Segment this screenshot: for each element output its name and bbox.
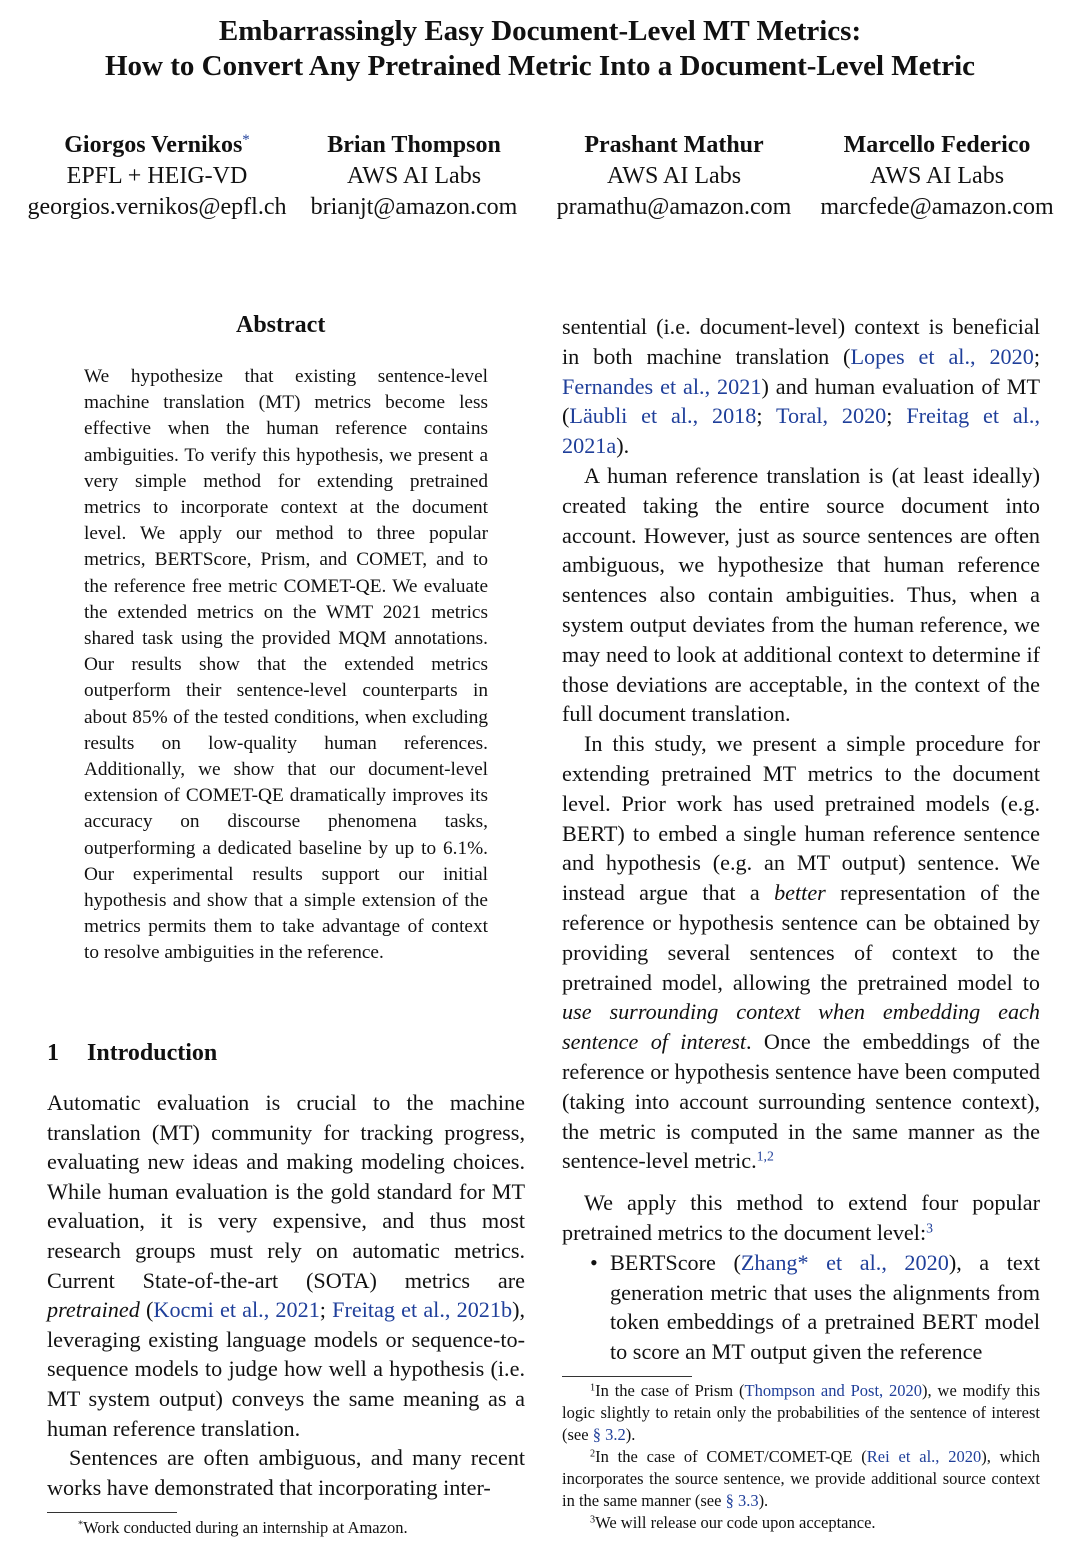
bullet-icon: • [590,1249,598,1275]
emphasis-text: better [774,880,826,906]
author-email: georgios.vernikos@epfl.ch [27,194,287,220]
author-2 [302,130,526,223]
footnote-marker: 2 [590,1448,596,1460]
text-run: . Once the embeddings of the reference or hypothesis sentence have been computed (taking into account surrounding sentence context), the metric is computed in the same manner as the sentence-level metric. [562,1029,1040,1174]
emphasis-text: pretrained [47,1297,140,1323]
author-name: Prashant Mathur [584,132,764,158]
right-paragraph-4 [562,1188,1040,1248]
author-affiliation: EPFL + HEIG-VD [66,163,248,189]
author-name: Marcello Federico [843,132,1031,158]
intro-paragraph-1 [47,1088,525,1443]
text-run: ; [319,1297,333,1323]
text-run: ). [616,433,630,459]
section-heading-introduction [47,1040,217,1067]
intro-right-column [562,312,1040,1367]
author-3 [546,130,802,223]
text-run: ; [886,403,907,429]
footnote-divider [562,1376,692,1377]
citation-link[interactable]: Freitag et al., 2021b [332,1297,513,1323]
text-run: ; [1033,343,1040,369]
text-run: ), a text generation metric that uses the alignments from token embeddings of a pretrained BERT model to score an MT output given the reference [610,1249,1040,1365]
citation-link[interactable]: Freitag et al., 2021a [562,403,1040,459]
footnote-marker: 3 [590,1514,596,1526]
section-title: Introduction [87,1040,218,1066]
footnote-1 [562,1380,1040,1446]
footnotes-right [562,1380,1040,1534]
author-affiliation: AWS AI Labs [869,163,1005,189]
text-run: ). [758,1491,769,1510]
author-4 [806,130,1068,223]
footnote-marker[interactable]: * [242,131,250,148]
citation-link[interactable]: Zhang* et al., 2020 [740,1249,949,1275]
author-affiliation: AWS AI Labs [346,163,482,189]
text-run: Automatic evaluation is crucial to the machine translation (MT) community for tracking progress, evaluating new ideas and making modeling choices. While human evaluation is the gold standard for MT evaluation, it is very expensive, and thus most research groups must rely on automatic metrics. Current State-of-the-art (SOTA) metrics are [47,1090,525,1293]
text-run: BERTScore ( [610,1249,741,1275]
footnote-2 [562,1446,1040,1512]
intro-paragraph-2: Sentences are often ambiguous, and many recent works have demonstrated that incorporating inter- [47,1445,525,1500]
footnote-marker: 1 [590,1382,596,1394]
abstract-text: We hypothesize that existing sentence-level machine translation (MT) metrics become less effective when the human reference contains ambiguities. To verify this hypothesis, we present a very simple method for extending pretrained metrics to incorporate context at the document level. We apply our method to three popular metrics, BERTScore, Prism, and COMET, and to the reference free metric COMET-QE. We evaluate the extended metrics on the WMT 2021 metrics shared task using the provided MQM annotations. Our results show that the extended metrics outperform their sentence-level counterparts in about 85% of the tested conditions, when excluding results on low-quality human references. Additionally, we show that our document-level extension of COMET-QE dramatically improves its accuracy on discourse phenomena tasks, outperforming a dedicated baseline by up to 6.1%. Our experimental results support our initial hypothesis and show that a simple extension of the metrics permits them to take advantage of context to resolve ambiguities in the reference. [84,366,488,964]
citation-link[interactable]: Kocmi et al., 2021 [153,1297,320,1323]
footnote-3 [562,1512,1040,1534]
title-line-1: Embarrassingly Easy Document-Level MT Metrics: [218,15,862,47]
author-name: Giorgos Vernikos [64,132,243,158]
emphasis-text: use surrounding context when embedding each sentence of interest [562,999,1040,1055]
text-run: representation of the reference or hypothesis sentence can be obtained by providing several sentences of context to the pretrained model, allowing the pretrained model to [562,880,1040,995]
text-run: In this study, we present a simple procedure for extending pretrained MT metrics to the document level. Prior work has used pretrained models (e.g. BERT) to embed a single human reference sentence and hypothesis (e.g. an MT output) sentence. We instead argue that a [562,731,1040,906]
citation-link[interactable]: Rei et al., 2020 [866,1447,982,1466]
section-ref-link[interactable]: § 3.2 [592,1425,626,1444]
footnote-text: Work conducted during an internship at Amazon. [83,1518,408,1537]
text-run: ; [756,403,776,429]
text-run: In the case of Prism ( [595,1381,745,1400]
citation-link[interactable]: Fernandes et al., 2021 [562,373,762,399]
citation-link[interactable]: Toral, 2020 [776,403,887,429]
list-item [562,1248,1040,1367]
author-email: pramathu@amazon.com [556,194,792,220]
author-affiliation: AWS AI Labs [606,163,742,189]
section-number: 1 [47,1040,59,1066]
paper-title [0,14,1080,84]
footnote-divider [47,1512,177,1513]
author-email: marcfede@amazon.com [820,194,1054,220]
text-run: ), leveraging existing language models or sequence-to-sequence models to judge how well a hypothesis (i.e. MT system output) conveys the same meaning as a human reference translation. [47,1297,526,1441]
title-line-2: How to Convert Any Pretrained Metric Into a Document-Level Metric [104,50,976,82]
metric-list [562,1248,1040,1367]
footnote-text: We will release our code upon acceptance. [595,1513,876,1532]
footnote-star [78,1517,408,1539]
author-name: Brian Thompson [327,132,501,158]
author-email: brianjt@amazon.com [310,194,518,220]
text-run: ( [139,1297,154,1323]
text-run: We apply this method to extend four popular pretrained metrics to the document level: [562,1190,1040,1245]
citation-link[interactable]: Lopes et al., 2020 [850,343,1034,369]
citation-link[interactable]: Thompson and Post, 2020 [744,1381,923,1400]
text-run: sentential (i.e. document-level) context is beneficial in both machine translation ( [562,314,1040,369]
author-1 [12,130,302,223]
text-run: ), which incorporates the source sentence, we provide additional source context in the same manner (see [562,1447,1040,1510]
citation-link[interactable]: Läubli et al., 2018 [569,403,757,429]
footnote-marker[interactable]: 3 [926,1220,933,1236]
abstract-body [84,364,488,967]
abstract-heading: Abstract [236,312,326,338]
text-run: ), we modify this logic slightly to retain only the probabilities of the sentence of interest (see [562,1381,1040,1444]
text-run: In the case of COMET/COMET-QE ( [595,1447,867,1466]
footnote-marker[interactable]: 1,2 [756,1148,774,1164]
footnote-marker: * [78,1519,84,1531]
right-paragraph-3 [562,729,1040,1176]
right-paragraph-2: A human reference translation is (at least ideally) created taking the entire source document into account. However, just as source sentences are often ambiguous, we hypothesize that human reference sentences also contain ambiguities. Thus, when a system output deviates from the human reference, we may need to look at additional context to determine if those deviations are acceptable, in the context of the full document translation. [562,462,1040,727]
text-run: ) and human evaluation of MT ( [562,373,1040,429]
section-ref-link[interactable]: § 3.3 [725,1491,759,1510]
intro-left-column [47,1088,525,1502]
text-run: ). [625,1425,636,1444]
right-paragraph-1 [562,312,1040,461]
